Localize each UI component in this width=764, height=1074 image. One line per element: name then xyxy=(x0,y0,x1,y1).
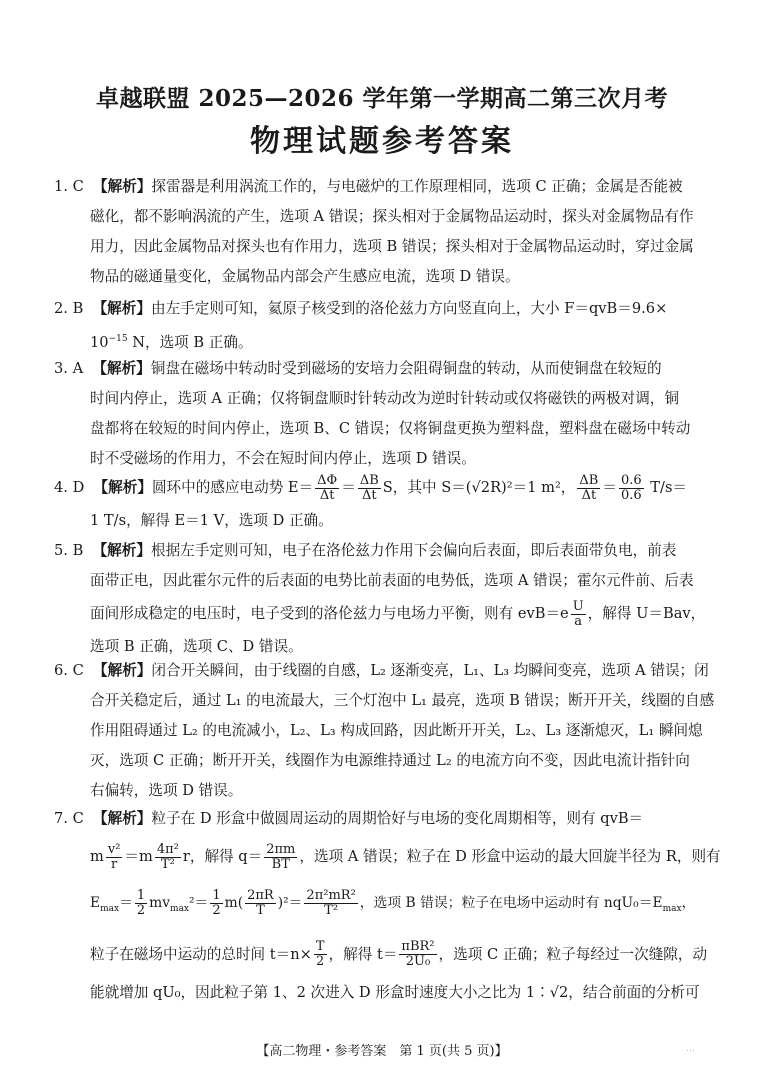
answer-text: 面间形成稳定的电压时，电子受到的洛伦兹力与电场力平衡，则有 evB＝e xyxy=(90,605,569,622)
answer-text: 右偏转，选项 D 错误。 xyxy=(90,782,243,799)
answer-text: 合开关稳定后，通过 L₁ 的电流最大，三个灯泡中 L₁ 最亮，选项 B 错误；断开开关，线圈的自感 xyxy=(90,692,715,709)
answer-text: 10 xyxy=(90,333,109,351)
answer-number: 7. C xyxy=(54,810,84,827)
answer-text: ，选项 B 错误；粒子在电场中运动时有 nqU₀＝E xyxy=(359,895,663,911)
analysis-tag: 【解析】 xyxy=(93,479,152,496)
answer-text: ， xyxy=(681,895,696,911)
answer-number: 6. C xyxy=(54,662,84,679)
analysis-tag: 【解析】 xyxy=(92,542,151,559)
answer-text: 时不受磁场的作用力，不会在短时间内停止，选项 D 错误。 xyxy=(90,450,476,467)
fraction: $\frac{\text{4π²}}{\text{T²}}$ xyxy=(156,841,179,872)
fraction: $\frac{\Delta B}{\Delta t}$ xyxy=(359,472,379,503)
answer-text: m xyxy=(90,848,104,865)
exponent: −15 xyxy=(108,334,128,344)
answer-text: 探雷器是利用涡流工作的，与电磁炉的工作原理相同，选项 C 正确；金属是否能被 xyxy=(151,178,683,195)
answer-number: 3. A xyxy=(54,360,84,377)
answer-text: 1 T/s，解得 E＝1 V，选项 D 正确。 xyxy=(90,512,333,529)
answer-text: 面带正电，因此霍尔元件的后表面的电势比前表面的电势低，选项 A 错误；霍尔元件前、后表 xyxy=(90,572,694,589)
answer-text: 粒子在磁场中运动的总时间 t＝n× xyxy=(90,945,312,963)
answer-text: 能就增加 qU₀，因此粒子第 1、2 次进入 D 形盒时速度大小之比为 1∶√2，结合前面的分析可 xyxy=(90,983,700,1001)
fraction: $\frac{1}{2}$ xyxy=(212,888,221,918)
fraction: $\frac{1}{2}$ xyxy=(136,888,146,918)
answer-text: S，其中 S＝(√2R)²＝1 m²， xyxy=(382,479,576,496)
page-subtitle: 物理试题参考答案 xyxy=(250,124,514,159)
answer-text: r，解得 q＝ xyxy=(182,848,263,865)
answer-text: 物品的磁通量变化，金属物品内部会产生感应电流，选项 D 错误。 xyxy=(90,268,520,285)
answer-text: 圆环中的感应电动势 E＝ xyxy=(151,479,314,496)
answer-number: 5. B xyxy=(54,542,84,559)
answer-text: T/s＝ xyxy=(645,479,688,496)
equals-sign: ＝ xyxy=(341,479,356,496)
answer-text: 铜盘在磁场中转动时受到磁场的安培力会阻碍铜盘的转动，从而使铜盘在较短的 xyxy=(150,360,662,377)
fraction: $\frac{\text{2π²mR²}}{\text{T²}}$ xyxy=(306,888,356,918)
exam-title: 卓越联盟 2025—2026 学年第一学期高二第三次月考 xyxy=(95,85,669,112)
answer-text: ＝ xyxy=(119,895,133,911)
answer-text: ，解得 t＝ xyxy=(328,945,398,963)
fraction: $\frac{\text{πBR²}}{\text{2U₀}}$ xyxy=(401,939,435,970)
answer-text: 时间内停止，选项 A 正确；仅将铜盘顺时针转动改为逆时针转动或仅将磁铁的两极对调，铜 xyxy=(90,390,679,407)
answer-item-6 xyxy=(54,656,715,806)
answer-item-1 xyxy=(54,172,694,292)
answer-text: 用力，因此金属物品对探头也有作用力，选项 B 错误；探头相对于金属物品运动时，穿过金属 xyxy=(90,238,694,255)
subscript: max xyxy=(100,903,120,914)
answer-text: N，选项 B 正确。 xyxy=(127,333,253,351)
answer-item-7 xyxy=(54,804,721,1008)
equals-sign: ＝ xyxy=(602,479,617,496)
answer-text: 根据左手定则可知，电子在洛伦兹力作用下会偏向后表面，即后表面带负电，前表 xyxy=(150,542,677,559)
answer-text: ，解得 U＝Bav， xyxy=(587,605,706,622)
answer-text: 盘都将在较短的时间内停止，选项 B、C 错误；仅将铜盘更换为塑料盘，塑料盘在磁场中转动 xyxy=(90,420,691,437)
subscript: max xyxy=(662,903,682,914)
analysis-tag: 【解析】 xyxy=(93,810,152,827)
answer-text: m( xyxy=(224,895,244,911)
answer-item-4 xyxy=(54,470,694,536)
answer-text: 灭，选项 C 正确；断开开关，线圈作为电源维持通过 L₂ 的电流方向不变，因此电流计指针向 xyxy=(90,752,690,769)
answer-text: 闭合开关瞬间，由于线圈的自感，L₂ 逐渐变亮，L₁、L₃ 均瞬间变亮，选项 A 错误；闭 xyxy=(151,662,709,679)
analysis-tag: 【解析】 xyxy=(92,300,151,317)
answer-text: 磁化，都不影响涡流的产生，选项 A 错误；探头相对于金属物品运动时，探头对金属物品有作 xyxy=(90,208,694,225)
answer-item-2 xyxy=(54,294,694,358)
fraction: $\frac{0.6}{0.6}$ xyxy=(620,472,642,503)
analysis-tag: 【解析】 xyxy=(92,360,151,377)
subscript: max xyxy=(170,903,190,914)
page-footer: 【高二物理・参考答案 第 1 页(共 5 页)】 xyxy=(256,1044,508,1059)
analysis-tag: 【解析】 xyxy=(93,662,152,679)
answer-text: ，选项 C 正确；粒子每经过一次缝隙，动 xyxy=(438,945,708,963)
answer-text: ，选项 A 错误；粒子在 D 形盒中运动的最大回旋半径为 R，则有 xyxy=(299,848,721,865)
answer-text: 作用阻碍通过 L₂ 的电流减小，L₂、L₃ 构成回路，因此断开开关，L₂、L₃ 逐渐熄灭，L₁ 瞬间熄 xyxy=(90,722,703,739)
answer-text: )²＝ xyxy=(277,895,303,911)
fraction: $\frac{T}{2}$ xyxy=(315,939,325,970)
answer-text: mv xyxy=(149,895,171,911)
fraction: $\frac{U}{a}$ xyxy=(572,598,584,629)
footer-mark: … xyxy=(686,1044,695,1054)
answer-number: 4. D xyxy=(54,479,85,496)
answer-text: 粒子在 D 形盒中做圆周运动的周期恰好与电场的变化周期相等，则有 qvB＝ xyxy=(151,810,644,827)
fraction: $\frac{\Delta B}{\Delta t}$ xyxy=(579,472,599,503)
answer-item-5 xyxy=(54,536,706,662)
fraction: $\frac{\text{v²}}{r}$ xyxy=(107,841,121,872)
fraction: $\frac{2\pi m}{BT}$ xyxy=(266,841,296,872)
fraction: $\frac{2\pi R}{T}$ xyxy=(247,888,274,918)
answer-item-3 xyxy=(54,354,694,474)
answer-text: E xyxy=(90,895,101,911)
answer-text: ²＝ xyxy=(189,895,209,911)
analysis-tag: 【解析】 xyxy=(93,178,152,195)
answer-text: 由左手定则可知，氦原子核受到的洛伦兹力方向竖直向上，大小 F＝qvB＝9.6× xyxy=(150,300,668,317)
answer-number: 2. B xyxy=(54,300,84,317)
answer-text: 选项 B 正确，选项 C、D 错误。 xyxy=(90,638,303,655)
fraction: $\frac{\Delta\Phi}{\Delta t}$ xyxy=(317,472,338,503)
answer-text: ＝m xyxy=(124,848,153,865)
answer-number: 1. C xyxy=(54,178,84,195)
